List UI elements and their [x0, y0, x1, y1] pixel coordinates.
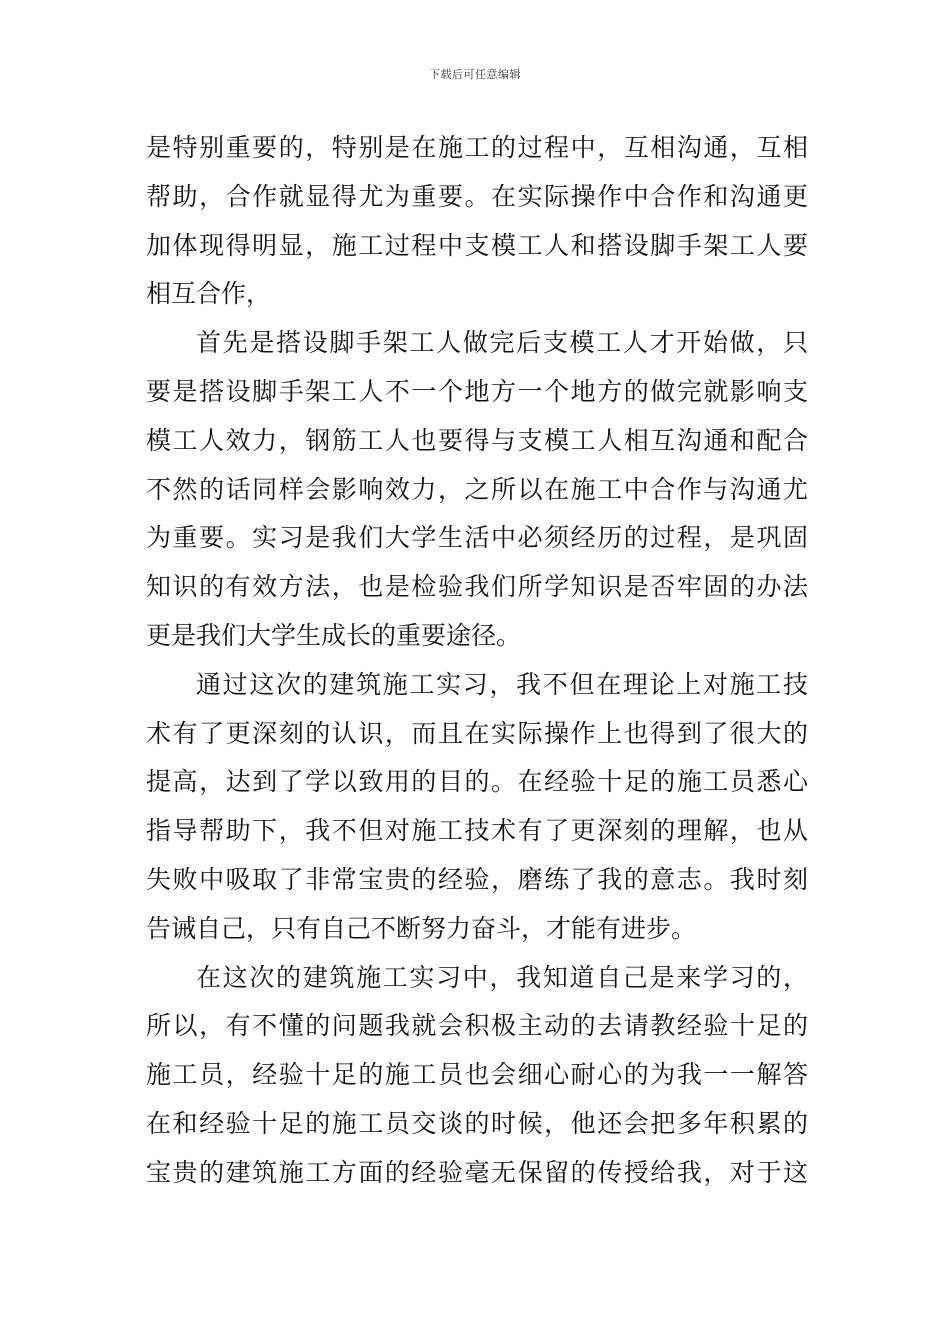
- text-line: 术有了更深刻的认识，而且在实际操作上也得到了很大的: [146, 718, 808, 748]
- text-line: 指导帮助下，我不但对施工技术有了更深刻的理解，也从: [146, 816, 808, 846]
- text-line: 失败中吸取了非常宝贵的经验，磨练了我的意志。我时刻: [146, 864, 808, 894]
- text-line: 提高，达到了学以致用的目的。在经验十足的施工员悉心: [146, 767, 808, 797]
- text-line: 所以，有不懂的问题我就会积极主动的去请教经验十足的: [146, 1011, 808, 1041]
- text-line: 宝贵的建筑施工方面的经验毫无保留的传授给我，对于这: [146, 1157, 808, 1187]
- text-line: 在和经验十足的施工员交谈的时候，他还会把多年积累的: [146, 1108, 808, 1138]
- text-line: 是特别重要的，特别是在施工的过程中，互相沟通，互相: [146, 133, 808, 162]
- text-line: 通过这次的建筑施工实习，我不但在理论上对施工技: [196, 669, 808, 699]
- text-line: 模工人效力，钢筋工人也要得与支模工人相互沟通和配合: [146, 425, 808, 455]
- text-line: 更是我们大学生成长的重要途径。: [146, 620, 522, 650]
- text-line: 帮助，合作就显得尤为重要。在实际操作中合作和沟通更: [146, 181, 808, 211]
- paragraph-1: [146, 124, 808, 319]
- text-line: 为重要。实习是我们大学生活中必须经历的过程，是巩固: [146, 523, 808, 553]
- text-line: 相互合作，: [146, 279, 272, 309]
- paragraph-2: [146, 319, 808, 661]
- text-line: 施工员，经验十足的施工员也会细心耐心的为我一一解答: [146, 1060, 808, 1090]
- text-line: 加体现得明显，施工过程中支模工人和搭设脚手架工人要: [146, 230, 808, 260]
- text-line: 首先是搭设脚手架工人做完后支模工人才开始做，只: [196, 328, 808, 358]
- text-line: 知识的有效方法，也是检验我们所学知识是否牢固的办法: [146, 572, 808, 602]
- text-line: 要是搭设脚手架工人不一个地方一个地方的做完就影响支: [146, 376, 808, 406]
- text-line: 在这次的建筑施工实习中，我知道自己是来学习的，: [196, 962, 808, 992]
- paragraph-4: [146, 954, 808, 1198]
- page-header: 下载后可任意编辑: [429, 68, 521, 81]
- document-body: [146, 124, 808, 1198]
- text-line: 不然的话同样会影响效力，之所以在施工中合作与沟通尤: [146, 474, 808, 504]
- paragraph-3: [146, 661, 808, 954]
- text-line: 告诫自己，只有自己不断努力奋斗，才能有进步。: [146, 913, 697, 943]
